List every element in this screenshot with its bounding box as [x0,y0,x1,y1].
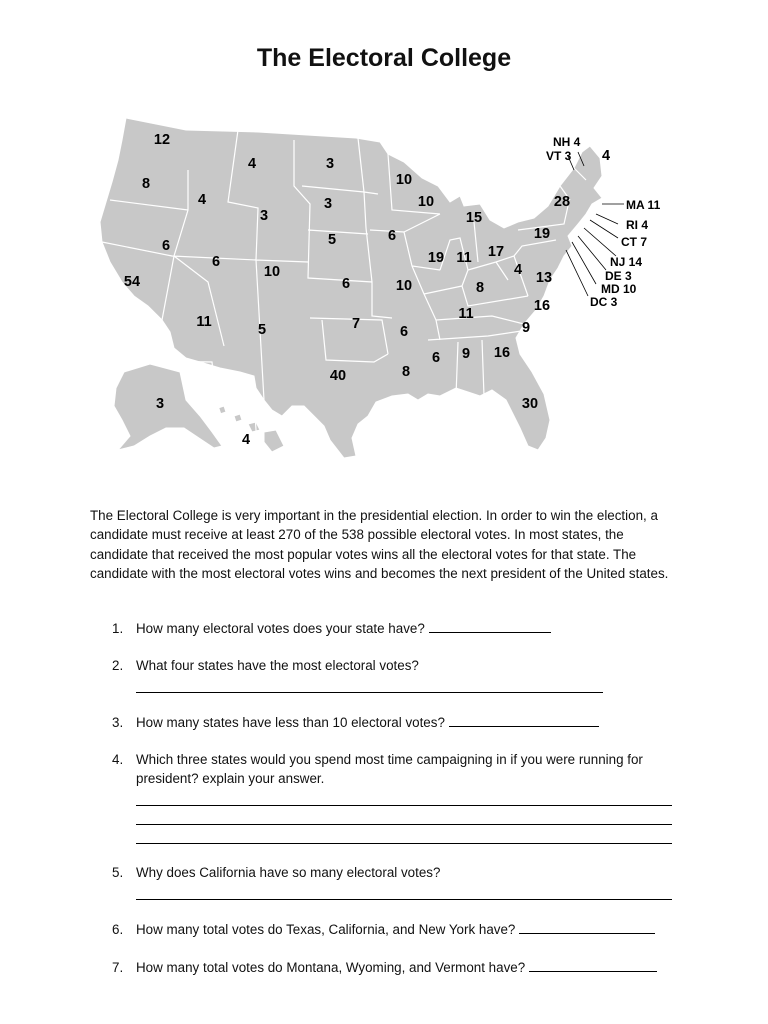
state-callout-label: CT 7 [621,235,648,249]
state-vote-label: 10 [417,194,435,210]
state-vote-label: 5 [327,232,337,248]
state-vote-label: 4 [247,156,257,172]
state-vote-label: 6 [341,276,351,292]
state-vote-label: 11 [196,314,212,330]
question-text: How many states have less than 10 electoral votes? [136,715,445,730]
state-vote-label: 5 [257,322,267,338]
map-svg [88,110,688,470]
question-text: Which three states would you spend most time campaigning in if you were running for president? explain your answer. [136,752,643,787]
state-vote-label: 30 [521,396,539,412]
state-vote-label: 4 [513,262,523,278]
state-callout-label: NH 4 [553,135,581,149]
question-text: Why does California have so many electoral votes? [136,865,441,880]
question-number: 6. [112,922,124,937]
state-callout-label: RI 4 [626,218,649,232]
question-number: 2. [112,658,124,673]
state-vote-label: 13 [535,270,553,286]
question-text: How many total votes do Texas, California, and New York have? [136,922,516,937]
question-text: What four states have the most electoral votes? [136,658,419,673]
state-vote-label: 11 [458,306,474,322]
state-vote-label: 10 [263,264,281,280]
state-vote-label: 19 [533,226,551,242]
state-vote-label: 28 [553,194,571,210]
answer-blank[interactable] [529,958,657,972]
state-vote-label: 12 [153,132,171,148]
question-3 [112,713,682,732]
state-vote-label: 6 [399,324,409,340]
answer-line[interactable] [136,899,672,900]
answer-blank[interactable] [449,713,599,727]
state-callout-label: VT 3 [546,149,572,163]
state-callout-label: DE 3 [605,269,632,283]
answer-line[interactable] [136,692,603,693]
us-electoral-map [88,110,688,470]
state-vote-label: 17 [487,244,505,260]
question-number: 7. [112,960,124,975]
state-callout-label: MA 11 [626,198,661,212]
state-vote-label: 10 [395,278,413,294]
state-vote-label: 4 [601,148,611,164]
question-text: How many electoral votes does your state have? [136,621,425,636]
state-vote-label: 3 [325,156,335,172]
question-4 [112,750,682,789]
answer-line[interactable] [136,805,672,806]
answer-blank[interactable] [429,619,551,633]
state-vote-label: 4 [241,432,251,448]
state-vote-label: 16 [493,345,511,361]
alaska-shape [114,364,222,450]
state-callout-label: NJ 14 [610,255,643,269]
answer-line[interactable] [136,824,672,825]
state-vote-label: 6 [211,254,221,270]
question-number: 3. [112,715,124,730]
state-vote-label: 6 [387,228,397,244]
state-vote-label: 8 [475,280,485,296]
state-vote-label: 40 [329,368,347,384]
question-2 [112,656,682,675]
answer-line[interactable] [136,843,672,844]
state-vote-label: 3 [259,208,269,224]
state-vote-label: 10 [395,172,413,188]
state-vote-label: 8 [401,364,411,380]
state-vote-label: 4 [197,192,207,208]
hawaii-shape [218,406,284,452]
state-vote-label: 7 [351,316,361,332]
state-vote-label: 19 [427,250,445,266]
state-vote-label: 16 [533,298,551,314]
state-vote-label: 6 [161,238,171,254]
state-callout-label: MD 10 [601,282,637,296]
state-vote-label: 9 [521,320,531,336]
state-vote-label: 6 [431,350,441,366]
state-vote-label: 54 [123,274,141,290]
state-callout-label: DC 3 [590,295,618,309]
question-5 [112,863,682,882]
state-vote-label: 15 [465,210,483,226]
question-7 [112,958,682,977]
answer-blank[interactable] [519,920,655,934]
state-vote-label: 8 [141,176,151,192]
state-vote-label: 9 [461,346,471,362]
question-number: 4. [112,752,124,767]
state-vote-label: 3 [323,196,333,212]
question-text: How many total votes do Montana, Wyoming, and Vermont have? [136,960,526,975]
state-vote-label: 11 [456,250,472,266]
question-6 [112,920,682,939]
state-vote-label: 3 [155,396,165,412]
question-number: 1. [112,621,124,636]
question-1 [112,619,682,638]
question-number: 5. [112,865,124,880]
page-title: The Electoral College [256,44,512,72]
intro-paragraph: The Electoral College is very important in the presidential election. In order to win the election, a candidate must receive at least 270 of the 538 possible electoral votes. In most states, the candidate that received the most popular votes wins all the electoral votes for that state. The candidate with the most electoral votes wins and becomes the next president of the United states. [90,508,669,581]
